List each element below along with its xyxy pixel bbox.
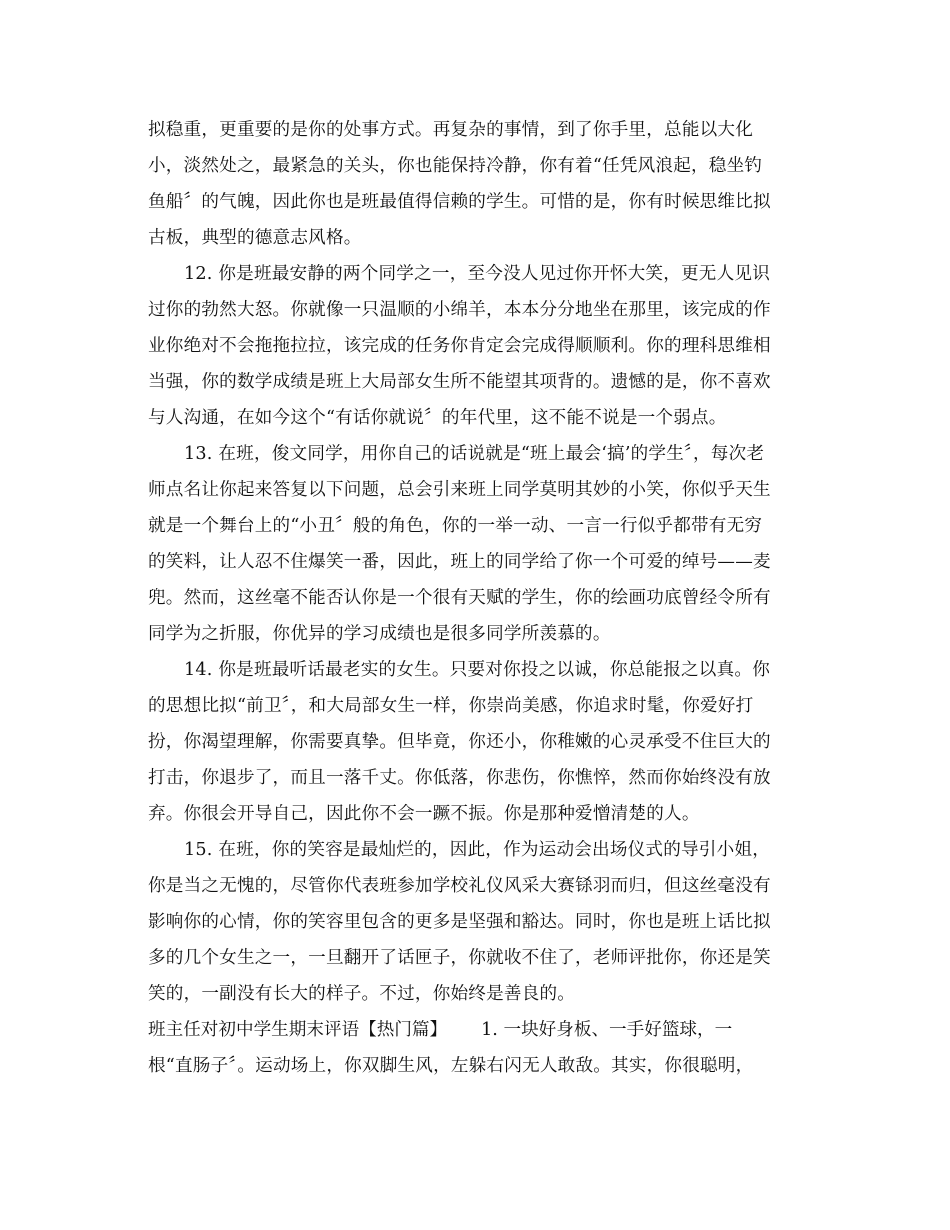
text-line: 过你的勃然大怒。你就像一只温顺的小绵羊，本本分分地坐在那里，该完成的作 <box>148 300 771 320</box>
section-heading: 班主任对初中学生期末评语【热门篇】 <box>148 1020 448 1040</box>
text-line: 根“直肠子〞。运动场上，你双脚生风，左躲右闪无人敢敌。其实，你很聪明， <box>148 1056 754 1076</box>
paragraph-13-start: 13. 在班，俊文同学，用你自己的话说就是“班上最会‘搞’的学生〞，每次老 <box>184 444 765 464</box>
document-page <box>148 112 808 1084</box>
text-line: 师点名让你起来答复以下问题，总会引来班上同学莫明其妙的小笑，你似乎天生 <box>148 480 771 500</box>
text-line: 影响你的心情，你的笑容里包含的更多是坚强和豁达。同时，你也是班上话比拟 <box>148 912 771 932</box>
text-line: 当强，你的数学成绩是班上大局部女生所不能望其项背的。遗憾的是，你不喜欢 <box>148 372 771 392</box>
text-line: 的思想比拟“前卫〞，和大局部女生一样，你崇尚美感，你追求时髦，你爱好打 <box>148 696 754 716</box>
text-line: 扮，你渴望理解，你需要真挚。但毕竟，你还小，你稚嫩的心灵承受不住巨大的 <box>148 732 771 752</box>
section-heading-line <box>148 1012 808 1048</box>
text-line: 小，淡然处之，最紧急的关头，你也能保持冷静，你有着“任凭风浪起，稳坐钓 <box>148 156 763 176</box>
text-line: 你是当之无愧的，尽管你代表班参加学校礼仪风采大赛铩羽而归，但这丝毫没有 <box>148 876 771 896</box>
text-line: 笑的，一副没有长大的样子。不过，你始终是善良的。 <box>148 984 576 1004</box>
text-line: 就是一个舞台上的“小丑〞般的角色，你的一举一动、一言一行似乎都带有无穷 <box>148 516 763 536</box>
text-line: 与人沟通，在如今这个“有话你就说〞的年代里，这不能不说是一个弱点。 <box>148 408 727 428</box>
text-line: 打击，你退步了，而且一落千丈。你低落，你悲伤，你憔悴，然而你始终没有放 <box>148 768 771 788</box>
text-line: 鱼船〞的气魄，因此你也是班最值得信赖的学生。可惜的是，你有时候思维比拟 <box>148 192 771 212</box>
text-line: 业你绝对不会拖拖拉拉，该完成的任务你肯定会完成得顺顺利。你的理科思维相 <box>148 336 771 356</box>
paragraph-14-start: 14. 你是班最听话最老实的女生。只要对你投之以诚，你总能报之以真。你 <box>184 660 770 680</box>
text-line: 弃。你很会开导自己，因此你不会一蹶不振。你是那种爱憎清楚的人。 <box>148 804 700 824</box>
heading-inline-text: 1. 一块好身板、一手好篮球，一 <box>481 1020 733 1040</box>
text-line: 古板，典型的德意志风格。 <box>148 228 362 248</box>
paragraph-12-start: 12. 你是班最安静的两个同学之一，至今没人见过你开怀大笑，更无人见识 <box>184 264 770 284</box>
text-line: 兜。然而，这丝毫不能否认你是一个很有天赋的学生，你的绘画功底曾经令所有 <box>148 588 771 608</box>
text-line: 拟稳重，更重要的是你的处事方式。再复杂的事情，到了你手里，总能以大化 <box>148 120 753 140</box>
paragraph-15-start: 15. 在班，你的笑容是最灿烂的，因此，作为运动会出场仪式的导引小姐， <box>184 840 770 860</box>
text-line: 同学为之折服，你优异的学习成绩也是很多同学所羡慕的。 <box>148 624 611 644</box>
text-line: 的笑料，让人忍不住爆笑一番，因此，班上的同学给了你一个可爱的绰号——麦 <box>148 552 771 572</box>
text-line: 多的几个女生之一，一旦翻开了话匣子，你就收不住了，老师评批你，你还是笑 <box>148 948 771 968</box>
